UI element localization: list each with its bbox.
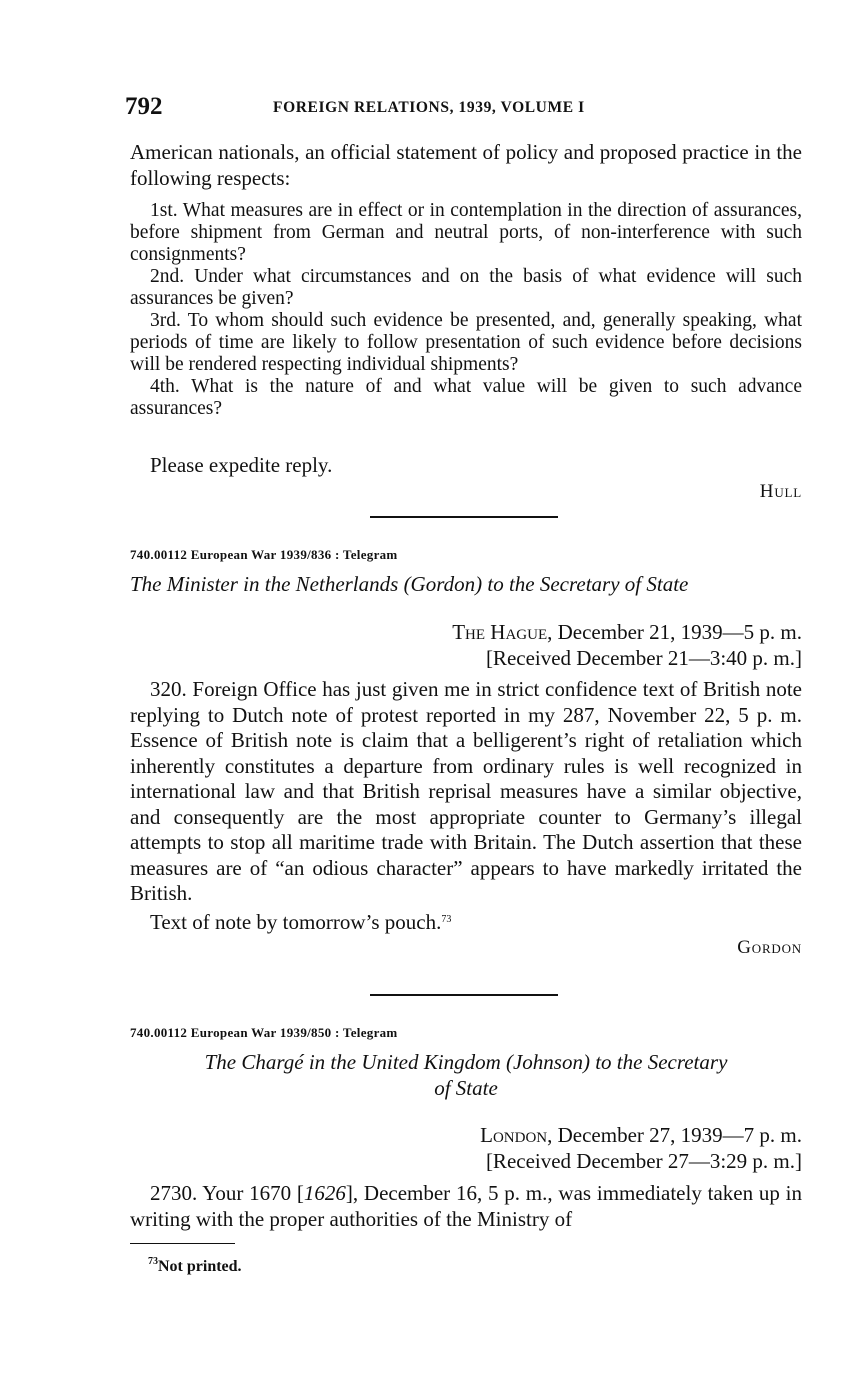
question-3: 3rd. To whom should such evidence be presented, and, generally speaking, what periods of time are likely to follow presentation of such evidence before decisions will be rendered respecting individual shipments? [130,310,802,375]
question-1: 1st. What measures are in effect or in contemplation in the direction of assurances, before shipment from German and neutral ports, of non-interference with such consignments? [130,200,802,265]
page-number: 792 [125,93,163,120]
running-head [125,93,800,123]
doc3-dateline-place: London, [480,1123,553,1147]
divider-2 [370,994,558,996]
doc3-dateline [480,1123,802,1174]
running-title: FOREIGN RELATIONS, 1939, VOLUME I [273,99,585,116]
doc3-dateline-date: December 27, 1939—7 p. m. [557,1123,802,1147]
question-2: 2nd. Under what circumstances and on the basis of what evidence will such assurances be given? [130,266,802,309]
doc3-heading-line1: The Chargé in the United Kingdom (Johnson) to the Secretary [204,1050,728,1074]
doc3-body-prefix: 2730. Your 1670 [ [150,1181,304,1205]
doc3-received: [Received December 27—3:29 p. m.] [485,1148,802,1173]
doc2-file-id: 740.00112 European War 1939/836 : Telegram [130,547,398,562]
footnote-text: Not printed. [158,1258,242,1275]
question-4: 4th. What is the nature of and what value will be given to such advance assurances? [130,376,802,419]
doc2-dateline-date: December 21, 1939—5 p. m. [557,620,802,644]
footnote-mark: 73 [148,1256,158,1267]
doc3-heading [130,1050,802,1101]
question-list [130,200,802,420]
doc2-dateline-place: The Hague, [452,620,553,644]
closing-line: Please expedite reply. [150,453,333,477]
signature-gordon: Gordon [737,937,802,958]
doc3-body [130,1181,802,1232]
doc2-heading: The Minister in the Netherlands (Gordon) to the Secretary of State [130,572,689,596]
doc2-body: 320. Foreign Office has just given me in strict confidence text of British note replying to Dutch note of protest reported in my 287, November 22, 5 p. m. Essence of British note is claim that a belligerent’s right of retaliation which inherently constitutes a departure from ordinary rules is well recognized in international law and that British reprisal measures have a similar objective, and consequently are the most appropriate counter to Germany’s illegal attempts to stop all maritime trade with Britain. The Dutch assertion that these measures are of “an odious character” appears to have markedly irritated the British. [130,677,802,905]
divider-1 [370,516,558,518]
section1-intro: American nationals, an official statement of policy and proposed practice in the following respects: [130,140,802,190]
doc3-body-rest: ], December 16, 5 p. m., was immediately taken up in writing with the proper authorities of the Ministry of [130,1181,802,1231]
section1-closing-block [130,453,802,504]
doc2-received: [Received December 21—3:40 p. m.] [485,645,802,670]
doc2-body-block [130,677,802,961]
doc2-text-note [130,907,802,936]
doc3-file-id: 740.00112 European War 1939/850 : Telegram [130,1025,398,1040]
footnote-ref: 73 [441,913,452,925]
footnote-rule [130,1243,235,1244]
doc3-body-block [130,1181,802,1232]
doc2-dateline [452,620,802,671]
section1 [130,140,802,191]
signature-hull: Hull [759,480,802,502]
doc3-heading-line2: of State [434,1075,498,1100]
doc2-text-note-text: Text of note by tomorrow’s pouch. [150,909,442,934]
doc3-body-italic: 1626 [303,1181,346,1205]
footnote [148,1256,242,1276]
